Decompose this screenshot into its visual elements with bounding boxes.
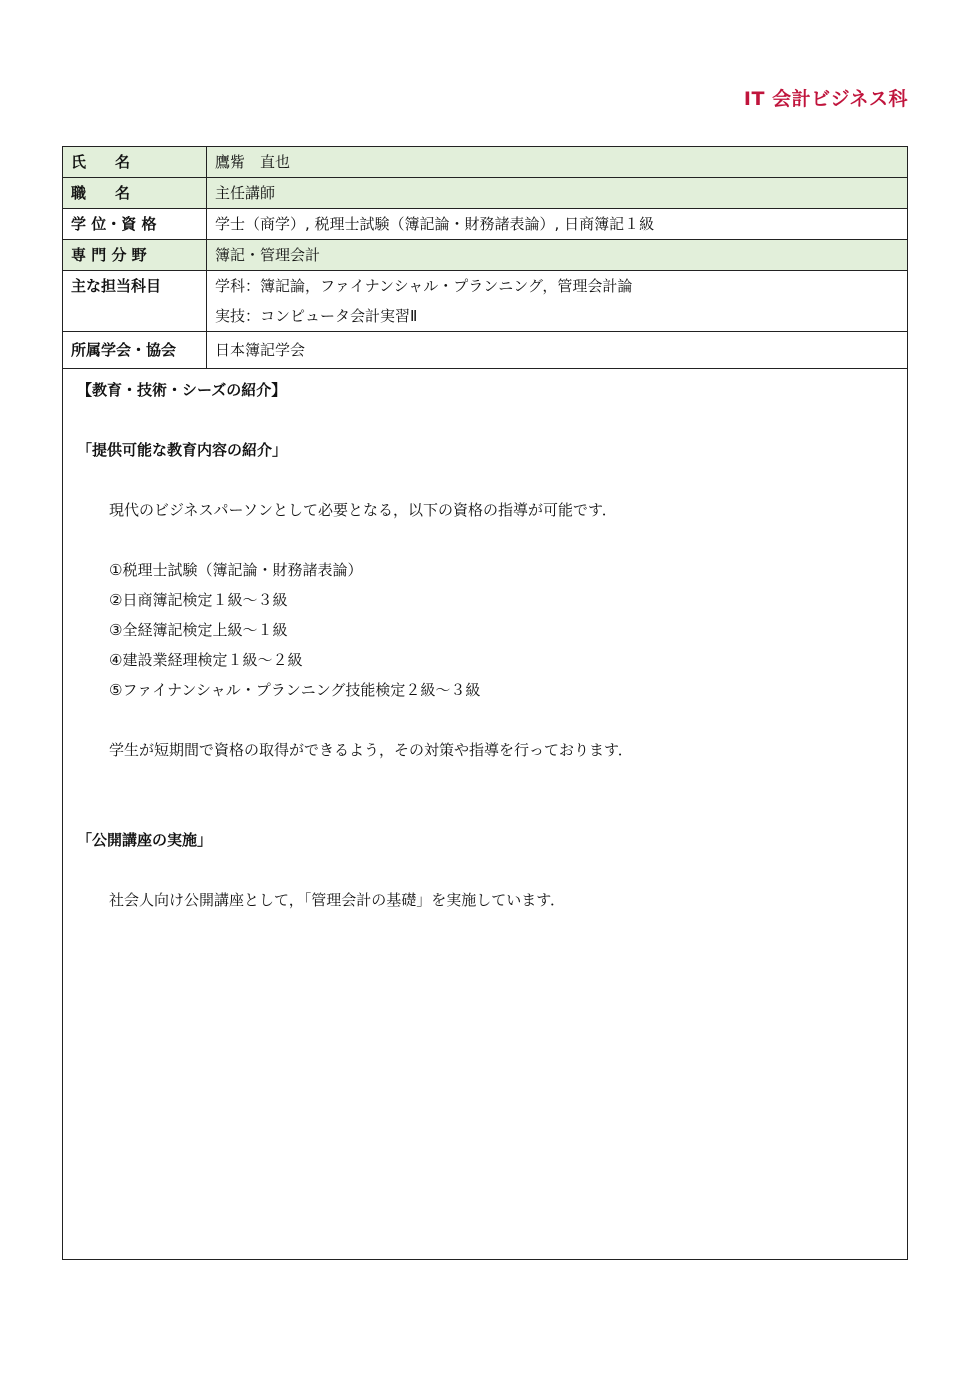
qualification-item: ①税理士試験（簿記論・財務諸表論） [109, 561, 363, 579]
title-label: 職 名 [63, 178, 207, 209]
section-education-text: 現代のビジネスパーソンとして必要となる，以下の資格の指導が可能です． [109, 501, 617, 519]
section-lecture-text: 社会人向け公開講座として，「管理会計の基礎」を実施しています． [109, 891, 566, 909]
subjects-line-2: 実技：コンピュータ会計実習Ⅱ [215, 307, 418, 325]
field-row [63, 240, 907, 271]
subjects-row [63, 271, 907, 332]
society-value: 日本簿記学会 [207, 332, 908, 369]
intro-heading: 【教育・技術・シーズの紹介】 [77, 381, 287, 399]
section-education-closing: 学生が短期間で資格の取得ができるよう，その対策や指導を行っております． [109, 741, 633, 759]
name-label: 氏 名 [63, 147, 207, 178]
subjects-line-1: 学科：簿記論，ファイナンシャル・プランニング，管理会計論 [215, 277, 633, 295]
degree-row [63, 209, 907, 240]
subjects-value [207, 271, 908, 332]
qualification-item: ④建設業経理検定１級～２級 [109, 651, 303, 669]
field-value: 簿記・管理会計 [207, 240, 908, 271]
society-label: 所属学会・協会 [63, 332, 207, 369]
qualification-item: ②日商簿記検定１級～３級 [109, 591, 288, 609]
title-row [63, 178, 907, 209]
qualification-item: ⑤ファイナンシャル・プランニング技能検定２級～３級 [109, 681, 481, 699]
degree-value: 学士（商学）, 税理士試験（簿記論・財務諸表論）, 日商簿記１級 [207, 209, 908, 240]
intro-section [63, 369, 907, 915]
degree-label: 学 位・資 格 [63, 209, 207, 240]
subjects-label: 主な担当科目 [63, 271, 207, 332]
society-row [63, 332, 907, 369]
name-row [63, 147, 907, 178]
title-value: 主任講師 [207, 178, 908, 209]
name-value: 鷹觜 直也 [207, 147, 908, 178]
profile-sheet [62, 146, 908, 1260]
section-lecture-heading: 「公開講座の実施」 [77, 831, 213, 849]
profile-table [63, 147, 907, 369]
section-education-heading: 「提供可能な教育内容の紹介」 [77, 441, 288, 459]
field-label: 専 門 分 野 [63, 240, 207, 271]
department-title: IT 会計ビジネス科 [743, 88, 908, 110]
qualification-item: ③全経簿記検定上級～１級 [109, 621, 288, 639]
